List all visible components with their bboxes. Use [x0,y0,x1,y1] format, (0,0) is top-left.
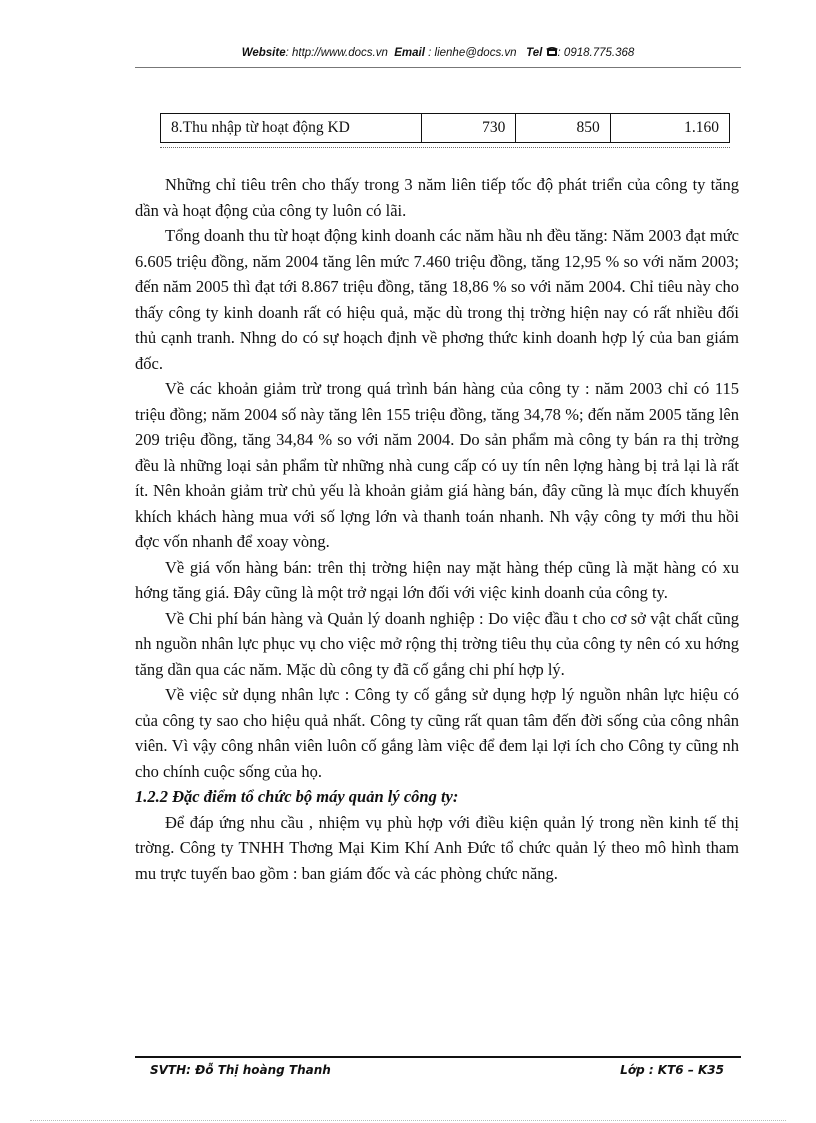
paragraph-cost-of-goods: Về giá vốn hàng bán: trên thị trờng hiện nay mặt hàng thép cũng là mặt hàng có xu hớng tăng giá. Đây cũng là một trở ngại lớn đối với việc kinh doanh của công ty. [135,557,739,602]
tel-label: Tel [526,47,543,59]
table-cell-2003: 730 [422,114,516,143]
bottom-border [30,1120,786,1121]
table-divider [160,147,730,148]
paragraph-revenue: Tổng doanh thu từ hoạt động kinh doanh các năm hầu nh đều tăng: Năm 2003 đạt mức 6.605 triệu đồng, năm 2004 tăng lên mức 7.460 triệu đồng, tăng 12,95 % so với năm 2003; đến năm 2005 thì đạt tới 8.867 triệu đồng, tăng 18,86 % so với năm 2004. Chỉ tiêu này cho thấy công ty kinh doanh rất có hiệu quả, mặc dù trong thị trờng hiện nay có rất nhiều đối thủ cạnh tranh. Nhng do có sự hoạch định về phơng thức kinh doanh hợp lý của ban giám đốc. [135,226,739,373]
footer-divider [135,1056,741,1058]
income-table [160,113,730,143]
website-label: Website [241,47,286,59]
section-heading: 1.2.2 Đặc điểm tổ chức bộ máy quản lý công ty: [135,787,459,806]
footer-student: SVTH: Đỗ Thị hoàng Thanh [150,1063,331,1077]
document-body [135,172,739,886]
paragraph-deductions: Về các khoản giảm trừ trong quá trình bán hàng của công ty : năm 2003 chỉ có 115 triệu đồng; năm 2004 số này tăng lên 155 triệu đồng, tăng 34,78 %; đến năm 2005 tăng lên 209 triệu đồng, tăng 34,84 % so với năm 2004. Do sản phẩm mà công ty bán ra thị trờng đều là những loại sản phẩm từ những nhà cung cấp có uy tín nên lợng hàng bị trả lại là rất ít. Nên khoản giảm trừ chủ yếu là khoản giảm giá hàng bán, đây cũng là mục đích khuyến khích khách hàng mua với số lợng lớn và thanh toán nhanh. Nh vậy công ty mới thu hồi đợc vốn nhanh để xoay vòng. [135,379,739,551]
page-footer [150,1063,724,1077]
page-header [135,46,741,59]
table-cell-label: 8.Thu nhập từ hoạt động KD [161,114,422,143]
paragraph-summary: Những chỉ tiêu trên cho thấy trong 3 năm liên tiếp tốc độ phát triển của công ty tăng dần và hoạt động của công ty luôn có lãi. [135,175,739,220]
table-row [161,114,730,143]
paragraph-organization: Để đáp ứng nhu cầu , nhiệm vụ phù hợp với điều kiện quản lý trong nền kinh tế thị trờng. Công ty TNHH Thơng Mại Kim Khí Anh Đức tổ chức quản lý theo mô hình tham mu trực tuyến bao gồm : ban giám đốc và các phòng chức năng. [135,812,739,883]
footer-class: Lớp : KT6 – K35 [620,1063,724,1077]
phone-icon [546,46,558,57]
paragraph-expenses: Về Chi phí bán hàng và Quản lý doanh nghiệp : Do việc đầu t cho cơ sở vật chất cũng nh nguồn nhân lực phục vụ cho việc mở rộng thị trờng tiêu thụ của công ty nên có xu hớng tăng dần qua các năm. Mặc dù công ty đã cố gắng chi phí hợp lý. [135,608,739,679]
email-value: : lienhe@docs.vn [428,47,517,59]
email-label: Email [394,47,425,59]
header-divider [135,67,741,68]
website-value: : http://www.docs.vn [285,47,388,59]
table-cell-2004: 850 [516,114,610,143]
paragraph-human-resources: Về việc sử dụng nhân lực : Công ty cố gắng sử dụng hợp lý nguồn nhân lực hiệu có của công ty sao cho hiệu quả nhất. Công ty cũng rất quan tâm đến đời sống của công nhân viên. Vì vậy công nhân viên luôn cố gắng làm việc để đem lại lợi ích cho Công ty cũng nh cho chính cuộc sống của họ. [135,685,739,781]
tel-value: : 0918.775.368 [557,47,635,59]
table-cell-2005: 1.160 [610,114,729,143]
